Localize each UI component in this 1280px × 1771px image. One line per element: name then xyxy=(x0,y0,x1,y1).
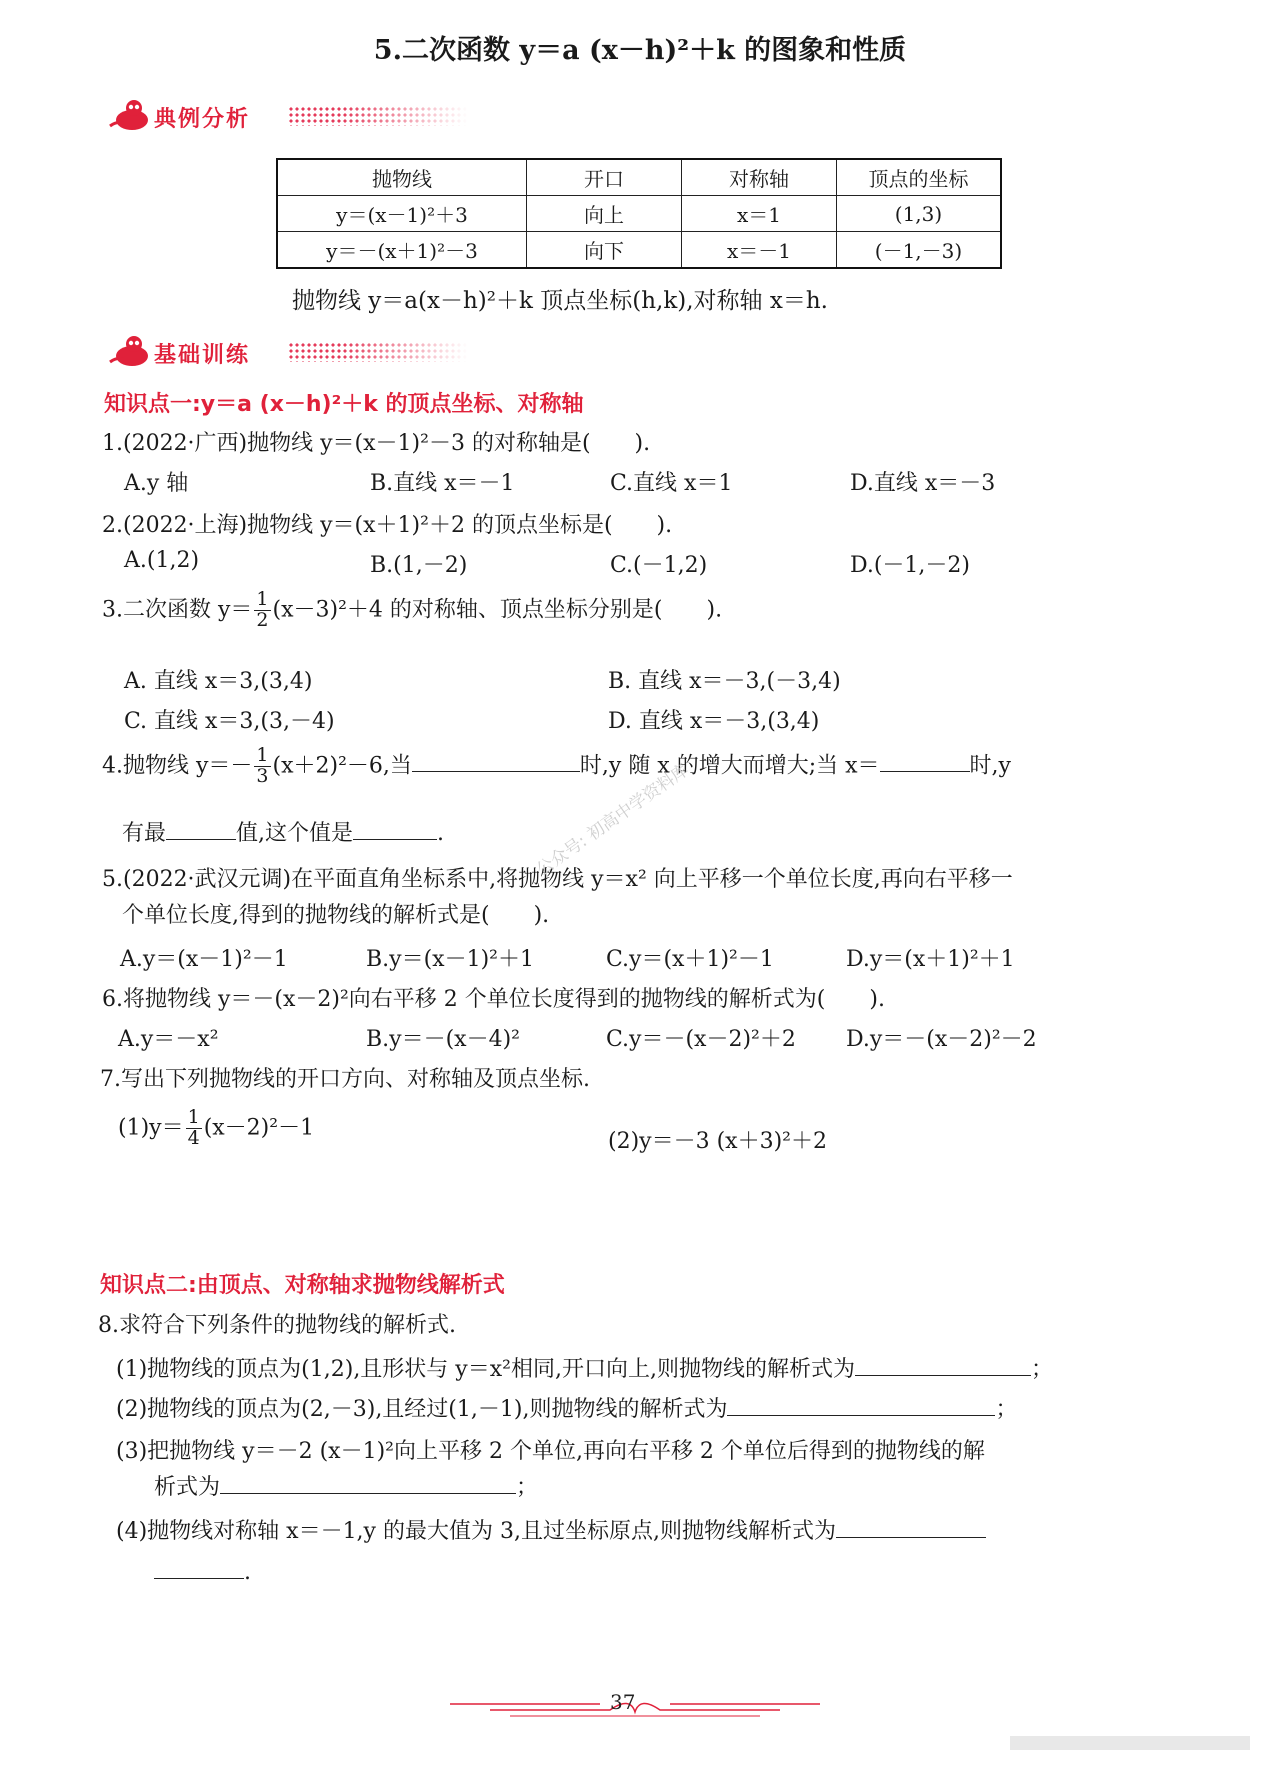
fraction xyxy=(186,1108,202,1149)
answer-blank[interactable] xyxy=(836,1515,986,1538)
q8-part2-text: (2)抛物线的顶点为(2,－3),且经过(1,－1),则抛物线的解析式为 xyxy=(116,1397,728,1422)
question-3-stem xyxy=(102,590,722,631)
q1-option-a: A.y 轴 xyxy=(124,471,189,496)
page-number: 37 xyxy=(610,1690,636,1714)
q2-option-c: C.(－1,2) xyxy=(610,553,708,578)
answer-blank[interactable] xyxy=(880,749,970,772)
fraction-numerator: 1 xyxy=(256,744,269,766)
table-header-cell: 抛物线 xyxy=(277,159,527,196)
answer-blank[interactable] xyxy=(412,749,580,772)
dot-pattern xyxy=(288,106,468,126)
table-cell: x＝－1 xyxy=(682,232,837,269)
table-cell: y＝－(x＋1)²－3 xyxy=(277,232,527,269)
page-title: 5.二次函数 y＝a (x－h)²＋k 的图象和性质 xyxy=(373,35,907,66)
q8-part4-text: (4)抛物线对称轴 x＝－1,y 的最大值为 3,且过坐标原点,则抛物线解析式为 xyxy=(116,1519,836,1544)
section-banner-examples xyxy=(106,98,486,132)
dot-pattern xyxy=(288,342,468,362)
owl-icon xyxy=(106,98,150,132)
fraction-numerator: 1 xyxy=(256,588,269,610)
question-7-stem: 7.写出下列抛物线的开口方向、对称轴及顶点坐标. xyxy=(100,1067,590,1092)
q5-option-c: C.y＝(x＋1)²－1 xyxy=(606,947,774,972)
answer-blank[interactable] xyxy=(220,1471,516,1494)
period: . xyxy=(244,1560,251,1585)
q1-option-d: D.直线 x＝－3 xyxy=(850,471,996,496)
answer-blank[interactable] xyxy=(855,1353,1031,1376)
table-cell: x＝1 xyxy=(682,196,837,232)
parabola-table xyxy=(276,158,1002,269)
q3-option-c: C. 直线 x＝3,(3,－4) xyxy=(124,709,335,734)
semicolon: ； xyxy=(516,1475,539,1500)
q3-stem-post: (x－3)²＋4 的对称轴、顶点坐标分别是( ). xyxy=(272,597,723,623)
q2-option-b: B.(1,－2) xyxy=(370,553,468,578)
table-header-cell: 对称轴 xyxy=(682,159,837,196)
table-header-cell: 顶点的坐标 xyxy=(837,159,1002,196)
question-8-part-3-line-1: (3)把抛物线 y＝－2 (x－1)²向上平移 2 个单位,再向右平移 2 个单位后得到的抛物线的解 xyxy=(116,1439,985,1464)
question-8-part-3-line-2 xyxy=(154,1470,538,1501)
fraction xyxy=(254,746,270,787)
question-8-part-2 xyxy=(116,1392,1017,1423)
question-5-line-2: 个单位长度,得到的抛物线的解析式是( ). xyxy=(122,903,550,928)
q7-part1-post: (x－2)²－1 xyxy=(203,1115,315,1141)
table-cell: (－1,－3) xyxy=(837,232,1002,269)
question-7-part-2: (2)y＝－3 (x＋3)²＋2 xyxy=(608,1129,827,1154)
question-4-line-2 xyxy=(122,816,444,847)
q4-stem-mid2: 时,y 随 x 的增大而增大;当 x＝ xyxy=(579,753,880,779)
question-5-line-1: 5.(2022·武汉元调)在平面直角坐标系中,将抛物线 y＝x² 向上平移一个单位长度,再向右平移一 xyxy=(102,867,1013,892)
table-header-row xyxy=(277,159,1001,196)
q4-stem-mid: (x＋2)²－6,当 xyxy=(272,753,412,779)
q1-option-c: C.直线 x＝1 xyxy=(610,471,733,496)
question-4-stem xyxy=(102,746,1011,787)
question-8-stem: 8.求符合下列条件的抛物线的解析式. xyxy=(98,1313,456,1338)
q3-option-b: B. 直线 x＝－3,(－3,4) xyxy=(608,669,841,694)
q8-part3-text: 析式为 xyxy=(154,1475,221,1500)
fraction xyxy=(254,590,270,631)
q6-option-b: B.y＝－(x－4)² xyxy=(366,1027,520,1052)
section-label: 典例分析 xyxy=(154,107,251,132)
section-label: 基础训练 xyxy=(154,343,251,368)
q5-option-b: B.y＝(x－1)²＋1 xyxy=(366,947,534,972)
watermark: 公众号: 初高中学资料库 xyxy=(532,760,693,881)
answer-blank[interactable] xyxy=(166,817,236,840)
table-cell: (1,3) xyxy=(837,196,1002,232)
table-header-cell: 开口 xyxy=(527,159,682,196)
question-2-stem: 2.(2022·上海)抛物线 y＝(x＋1)²＋2 的顶点坐标是( ). xyxy=(102,513,673,538)
q3-stem-pre: 3.二次函数 y＝ xyxy=(102,597,253,623)
q7-part1-pre: (1)y＝ xyxy=(118,1115,184,1141)
q1-option-b: B.直线 x＝－1 xyxy=(370,471,515,496)
question-6-stem: 6.将抛物线 y＝－(x－2)²向右平移 2 个单位长度得到的抛物线的解析式为( ). xyxy=(102,987,885,1012)
owl-icon xyxy=(106,334,150,368)
table-row xyxy=(277,196,1001,232)
table-cell: 向下 xyxy=(527,232,682,269)
table-cell: y＝(x－1)²＋3 xyxy=(277,196,527,232)
q2-option-d: D.(－1,－2) xyxy=(850,553,971,578)
q6-option-c: C.y＝－(x－2)²＋2 xyxy=(606,1027,796,1052)
q6-option-d: D.y＝－(x－2)²－2 xyxy=(846,1027,1037,1052)
q2-option-a: A.(1,2) xyxy=(124,548,200,573)
section-banner-practice xyxy=(106,334,486,368)
q4-line2-b: 值,这个值是 xyxy=(236,821,354,846)
question-1-stem: 1.(2022·广西)抛物线 y＝(x－1)²－3 的对称轴是( ). xyxy=(102,431,651,456)
fraction-numerator: 1 xyxy=(187,1106,200,1128)
question-8-part-1 xyxy=(116,1352,1053,1383)
answer-blank[interactable] xyxy=(727,1393,995,1416)
fraction-denominator: 4 xyxy=(187,1126,200,1149)
q8-part1-text: (1)抛物线的顶点为(1,2),且形状与 y＝x²相同,开口向上,则抛物线的解析式为 xyxy=(116,1357,855,1382)
semicolon: ； xyxy=(1030,1357,1053,1382)
q4-stem-end: 时,y xyxy=(969,753,1011,779)
q3-option-a: A. 直线 x＝3,(3,4) xyxy=(124,669,313,694)
q5-option-d: D.y＝(x＋1)²＋1 xyxy=(846,947,1015,972)
table-cell: 向上 xyxy=(527,196,682,232)
q3-option-d: D. 直线 x＝－3,(3,4) xyxy=(608,709,820,734)
q4-stem-pre: 4.抛物线 y＝－ xyxy=(102,753,253,779)
answer-blank[interactable] xyxy=(353,817,437,840)
table-row xyxy=(277,232,1001,269)
q5-option-a: A.y＝(x－1)²－1 xyxy=(120,947,288,972)
scan-artifact xyxy=(1010,1732,1250,1754)
knowledge-point-2: 知识点二:由顶点、对称轴求抛物线解析式 xyxy=(100,1273,505,1298)
question-7-part-1 xyxy=(118,1108,314,1149)
q4-line2-a: 有最 xyxy=(122,821,167,846)
q4-line2-c: . xyxy=(437,821,445,846)
knowledge-point-1: 知识点一:y＝a (x－h)²＋k 的顶点坐标、对称轴 xyxy=(104,392,584,417)
semicolon: ； xyxy=(995,1397,1018,1422)
fraction-denominator: 3 xyxy=(256,764,269,787)
question-8-part-4-line-2 xyxy=(154,1556,251,1585)
q6-option-a: A.y＝－x² xyxy=(118,1027,219,1052)
summary-note: 抛物线 y＝a(x－h)²＋k 顶点坐标(h,k),对称轴 x＝h. xyxy=(292,288,828,314)
fraction-denominator: 2 xyxy=(256,608,269,631)
answer-blank[interactable] xyxy=(154,1556,244,1579)
question-8-part-4 xyxy=(116,1514,986,1545)
